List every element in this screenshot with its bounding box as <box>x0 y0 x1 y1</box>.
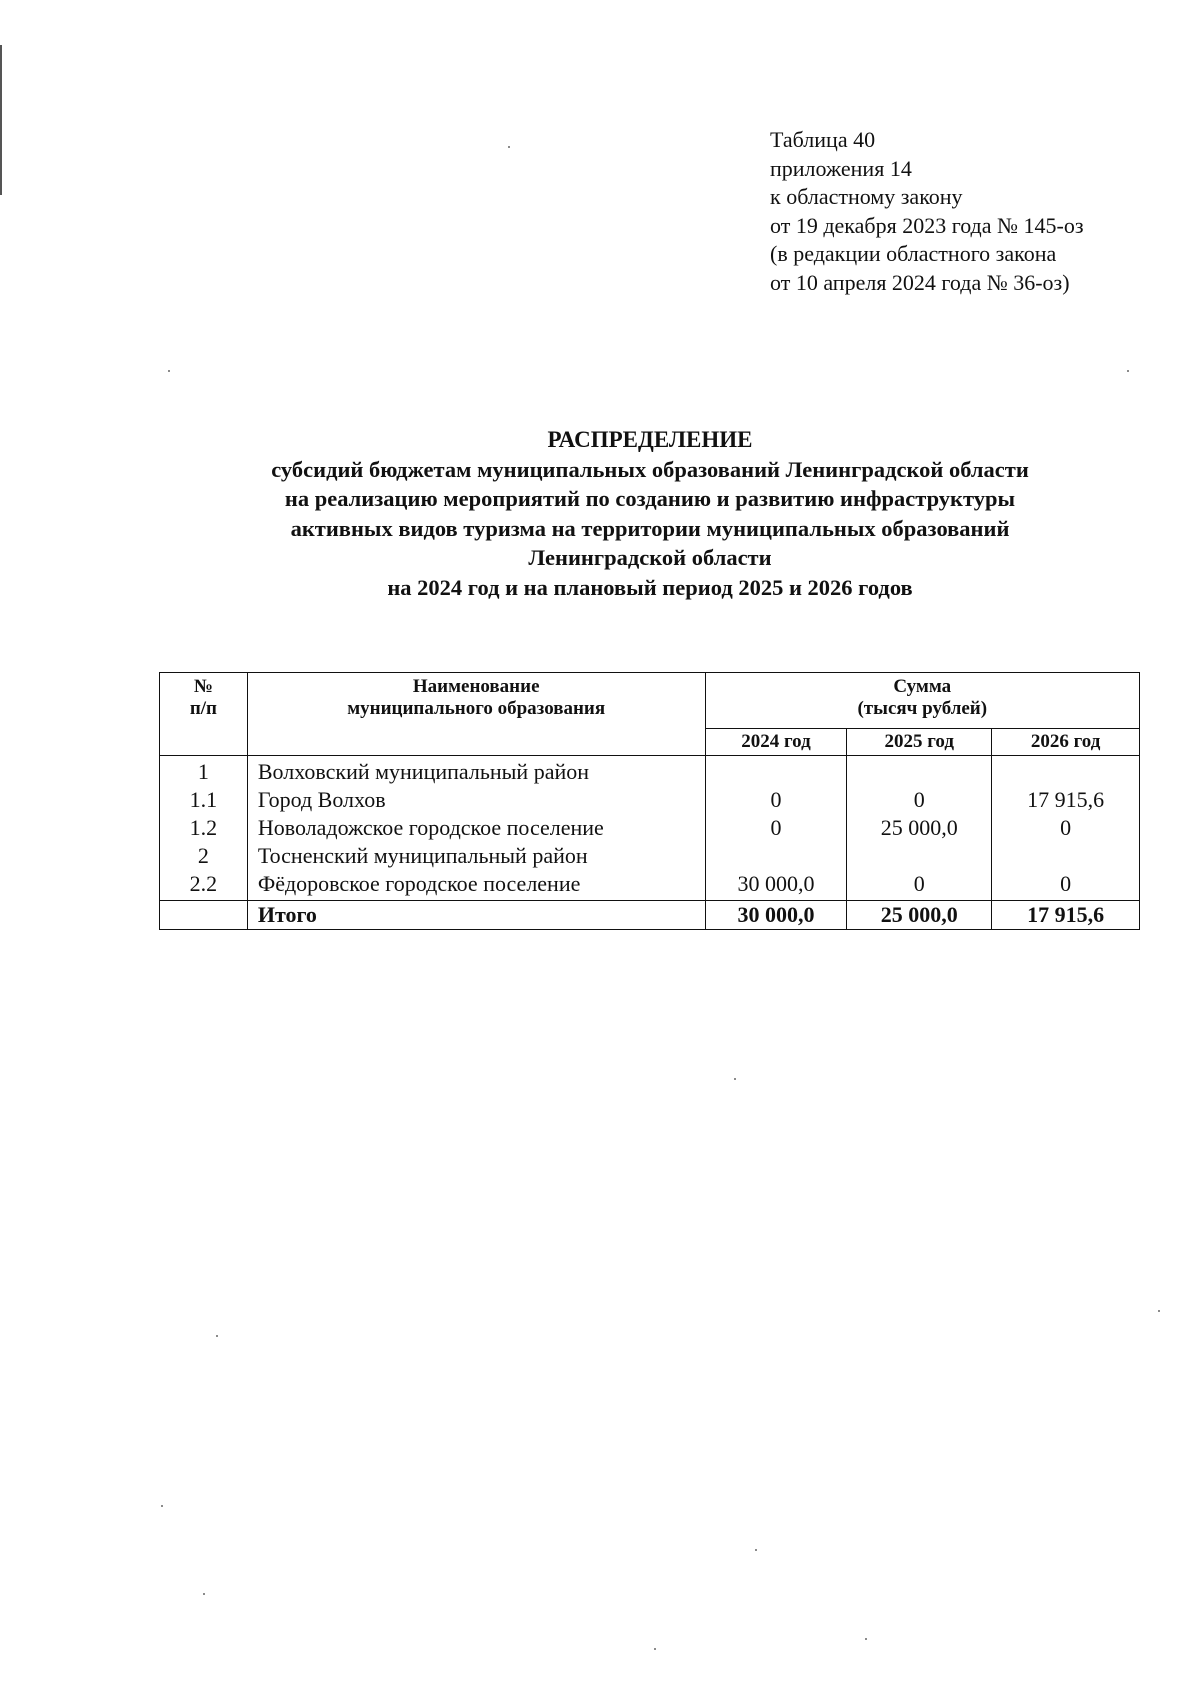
row-number: 1 <box>197 759 209 784</box>
row-number: 1.1 <box>189 787 218 812</box>
value-2026: 0 <box>1060 871 1072 896</box>
document-title-line: Ленинградской области <box>528 545 772 570</box>
document-title-line: на реализацию мероприятий по созданию и развитию инфраструктуры <box>284 486 1016 511</box>
value-2025: 25 000,0 <box>880 815 958 840</box>
row-numbers-cell <box>160 756 248 901</box>
scan-speck <box>755 1549 757 1551</box>
row-number: 2 <box>197 843 209 868</box>
distribution-table <box>159 672 1140 930</box>
appendix-line: Таблица 40 <box>770 127 876 152</box>
column-header-2026: 2026 год <box>992 729 1140 756</box>
value-2024 <box>706 758 847 786</box>
appendix-line: приложения 14 <box>770 155 912 181</box>
scan-speck <box>654 1648 656 1650</box>
scan-speck <box>1127 370 1129 372</box>
document-title-main: РАСПРЕДЕЛЕНИЕ <box>547 427 753 452</box>
column-header-2025: 2025 год <box>847 729 992 756</box>
scan-speck <box>203 1593 205 1595</box>
document-title-line: субсидий бюджетам муниципальных образований Ленинградской области <box>271 456 1029 482</box>
value-2024: 30 000,0 <box>737 871 815 896</box>
total-number-cell <box>160 901 248 930</box>
scan-speck <box>216 1335 218 1337</box>
values-2026-cell <box>992 756 1140 901</box>
scan-speck <box>1158 1310 1160 1312</box>
value-2025: 0 <box>913 787 925 812</box>
municipality-name: Волховский муниципальный район <box>257 759 590 784</box>
scan-speck <box>734 1078 736 1080</box>
total-2024: 30 000,0 <box>705 901 847 930</box>
column-header-name-line: муниципального образования <box>347 698 606 719</box>
value-2026: 17 915,6 <box>1027 787 1105 812</box>
municipality-name: Фёдоровское городское поселение <box>257 871 581 896</box>
scan-speck <box>161 1505 163 1507</box>
total-2026: 17 915,6 <box>992 901 1140 930</box>
scan-edge-mark <box>0 45 2 195</box>
row-names-cell <box>247 756 705 901</box>
table-body-row <box>160 756 1140 901</box>
appendix-reference <box>770 126 1084 297</box>
row-number: 2.2 <box>189 871 218 896</box>
value-2026 <box>992 842 1139 870</box>
scan-speck <box>508 146 510 148</box>
document-title-line: на 2024 год и на плановый период 2025 и 2026 годов <box>387 574 913 600</box>
appendix-line: (в редакции областного закона <box>770 241 1057 266</box>
column-header-name <box>247 673 705 756</box>
value-2026 <box>992 758 1139 786</box>
column-header-name-line: Наименование <box>412 676 540 697</box>
column-header-number <box>160 673 248 756</box>
value-2024: 0 <box>770 787 782 812</box>
table-header-row <box>160 673 1140 729</box>
column-header-number-line: п/п <box>189 698 217 719</box>
column-header-sum <box>705 673 1139 729</box>
value-2025: 0 <box>913 871 925 896</box>
column-header-2024: 2024 год <box>705 729 847 756</box>
column-header-sum-line: (тысяч рублей) <box>857 698 988 719</box>
row-number: 1.2 <box>189 815 218 840</box>
municipality-name: Город Волхов <box>257 787 386 812</box>
value-2024 <box>706 842 847 870</box>
total-2025: 25 000,0 <box>847 901 992 930</box>
value-2024: 0 <box>770 815 782 840</box>
column-header-sum-line: Сумма <box>893 676 952 697</box>
value-2025 <box>847 758 991 786</box>
document-title <box>150 425 1150 602</box>
column-header-number-line: № <box>193 676 213 697</box>
document-title-line: активных видов туризма на территории муниципальных образований <box>290 515 1010 541</box>
scan-speck <box>168 370 170 372</box>
appendix-line: к областному закону <box>770 184 963 209</box>
total-label: Итого <box>247 901 705 930</box>
values-2024-cell <box>705 756 847 901</box>
municipality-name: Новоладожское городское поселение <box>257 815 604 840</box>
appendix-line: от 19 декабря 2023 года № 145-оз <box>770 212 1084 238</box>
municipality-name: Тосненский муниципальный район <box>257 843 588 868</box>
table-total-row <box>160 901 1140 930</box>
value-2026: 0 <box>1060 815 1072 840</box>
value-2025 <box>847 842 991 870</box>
values-2025-cell <box>847 756 992 901</box>
appendix-line: от 10 апреля 2024 года № 36-оз) <box>770 269 1070 295</box>
scan-speck <box>865 1638 867 1640</box>
